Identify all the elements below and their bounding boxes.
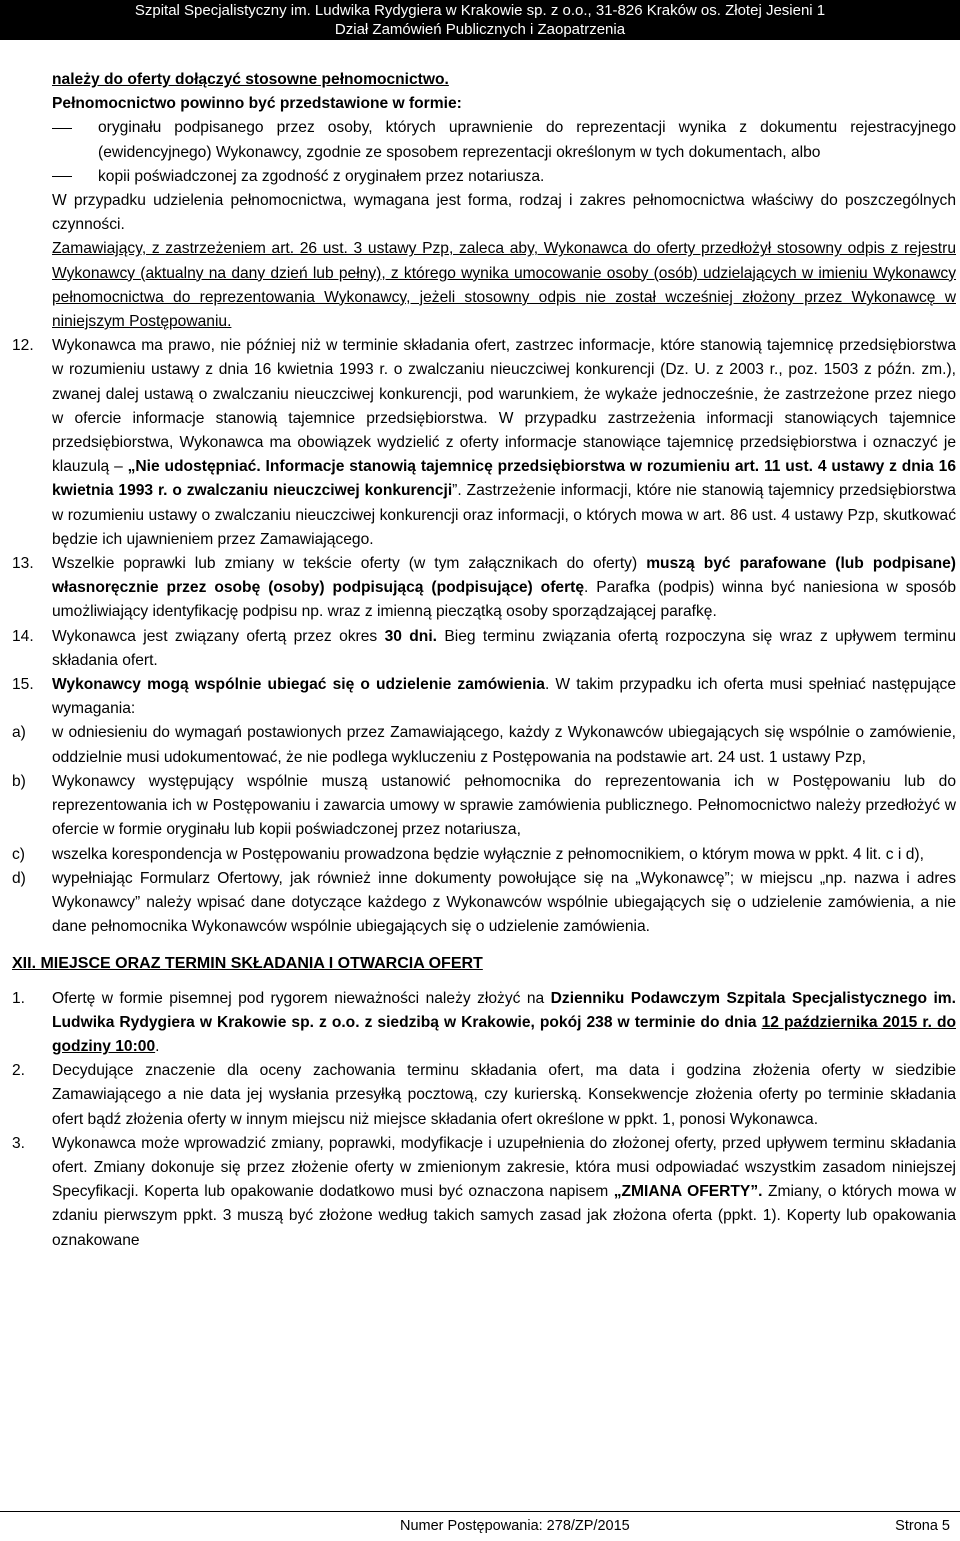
paragraph-power-scope: W przypadku udzielenia pełnomocnictwa, wymagana jest forma, rodzaj i zakres pełnomocnictwa właściwy do poszczególnych czynności. (52, 192, 956, 234)
sub-item-text: w odniesieniu do wymagań postawionych przez Zamawiającego, każdy z Wykonawców ubiegających się wspólnie o zamówienie, oddzielnie musi udokumentować, że nie podlega wykluczeniu z Postępowania na podstawie art. 24 ust. 1 ustawy Pzp, (52, 724, 956, 766)
dash-marker (52, 165, 98, 189)
document-body (12, 68, 956, 1253)
paragraph-attach-power: należy do oferty dołączyć stosowne pełnomocnictwo. (52, 71, 449, 88)
section-item-1 (12, 987, 956, 1060)
item-text: Wykonawca jest związany ofertą przez okres 30 dni. Bieg terminu związania ofertą rozpoczyna się wraz z upływem terminu składania ofert. (52, 627, 956, 669)
section-item-2 (12, 1059, 956, 1132)
sub-item-c (12, 843, 956, 867)
sub-item-d (12, 867, 956, 940)
item-number: 12. (12, 337, 34, 355)
sub-item-letter: a) (12, 724, 26, 742)
dash-marker (52, 116, 98, 164)
page-header (0, 0, 960, 40)
header-line-2: Dział Zamówień Publicznych i Zaopatrzenia (334, 21, 626, 38)
sub-item-letter: c) (12, 845, 25, 863)
page-footer (0, 1511, 960, 1541)
item-text: Wykonawca ma prawo, nie później niż w terminie składania ofert, zastrzec informacje, które stanowią tajemnicę przedsiębiorstwa w rozumieniu ustawy z dnia 16 kwietnia 1993 r. o zwalczaniu nieuczciwej konkurencji (Dz. U. z 2003 r., poz. 1503 z późn. zm.), zwanej dalej ustawą o zwalczaniu nieuczciwej konkurencji, pod warunkiem, że wykaże jednocześnie, że zastrzeżone przez niego w ofercie informacje stanowią tajemnice przedsiębiorstwa. W przypadku zastrzeżenia informacji stanowiących tajemnice przedsiębiorstwa, Wykonawca ma obowiązek wydzielić z oferty informacje stanowiące tajemnicę przedsiębiorstwa i oznaczyć je klauzulą – „Nie udostępniać. Informacje stanowią tajemnicę przedsiębiorstwa w rozumieniu art. 11 ust. 4 ustawy z dnia 16 kwietnia 1993 r. o zwalczaniu nieuczciwej konkurencji”. Zastrzeżenie informacji, które nie stanowią tajemnicy przedsiębiorstwa w rozumieniu ustawy o zwalczaniu nieuczciwej konkurencji oraz informacji, o których mowa w art. 86 ust. 4 ustawy Pzp, skutkować będzie ich ujawnieniem przez Zamawiającego. (52, 337, 956, 548)
item-text: Ofertę w formie pisemnej pod rygorem nieważności należy złożyć na Dzienniku Podawczym Szpitala Specjalistycznego im. Ludwika Rydygiera w Krakowie sp. z o.o. z siedzibą w Krakowie, pokój 238 w terminie do dnia 12 października 2015 r. do godziny 10:00. (52, 989, 957, 1055)
sub-item-b (12, 770, 956, 843)
item-text: Wykonawcy mogą wspólnie ubiegać się o udzielenie zamówienia. W takim przypadku ich oferta musi spełniać następujące wymagania: (52, 676, 956, 718)
numbered-item-13 (12, 552, 956, 625)
section-item-3 (12, 1132, 956, 1253)
sub-item-text: Wykonawcy występujący wspólnie muszą ustanowić pełnomocnika do reprezentowania ich w Postępowaniu lub do reprezentowania ich w Postępowaniu i zawarcia umowy w sprawie zamówienia publicznego. Pełnomocnictwo należy przedłożyć w ofercie w formie oryginału lub kopii poświadczonej przez notariusza, (52, 772, 956, 839)
section-title: XII. MIEJSCE ORAZ TERMIN SKŁADANIA I OTWARCIA OFERT (12, 955, 483, 973)
item-text: Decydujące znaczenie dla oceny zachowania terminu składania ofert, ma data i godzina złożenia oferty w siedzibie Zamawiającego a nie data jej wysłania przesyłką pocztową, czy kurierską. Konsekwencje złożenia oferty po terminie składania ofert bądź złożenia oferty w innym miejscu niż miejsce składania ofert określone w ppkt. 1, ponosi Wykonawca. (52, 1062, 956, 1128)
paragraph-register-extract: Zamawiający, z zastrzeżeniem art. 26 ust. 3 ustawy Pzp, zaleca aby, Wykonawca do oferty przedłożył stosowny odpis z rejestru Wykonawcy (aktualny na dany dzień lub pełny), z którego wynika umocowanie osoby (osób) udzielających w imieniu Wykonawcy pełnomocnictwa do reprezentowania Wykonawcy, jeżeli stosowny odpis nie został wcześniej złożony przez Wykonawcę w niniejszym Postępowaniu. (52, 240, 956, 331)
sub-item-a (12, 721, 956, 769)
item-number: 1. (12, 989, 26, 1007)
sub-item-text: wszelka korespondencja w Postępowaniu prowadzona będzie wyłącznie z pełnomocnikiem, o którym mowa w ppkt. 4 lit. c i d), (52, 845, 924, 863)
item-number: 3. (12, 1134, 26, 1152)
item-number: 2. (12, 1062, 26, 1080)
sub-item-letter: d) (12, 869, 26, 887)
list-item-text: kopii poświadczonej za zgodność z oryginałem przez notariusza. (98, 167, 545, 185)
list-item (52, 116, 956, 164)
paragraph-power-form: Pełnomocnictwo powinno być przedstawione w formie: (52, 95, 462, 113)
item-number: 14. (12, 627, 34, 645)
list-item (52, 165, 956, 189)
item-text: Wszelkie poprawki lub zmiany w tekście oferty (w tym załącznikach do oferty) muszą być parafowane (lub podpisane) własnoręcznie przez osobę (osoby) podpisującą (podpisujące) ofertę. Parafka (podpis) winna być naniesiona w sposób umożliwiający identyfikację podpisu np. wraz z imienną pieczątką osoby sporządzającej parafkę. (52, 555, 956, 621)
list-item-text: oryginału podpisanego przez osoby, których uprawnienie do reprezentacji wynika z dokumentu rejestracyjnego (ewidencyjnego) Wykonawcy, zgodnie ze sposobem reprezentacji określonym w tych dokumentach, albo (98, 119, 956, 161)
numbered-item-12 (12, 334, 956, 552)
procedure-number: Numer Postępowania: 278/ZP/2015 (400, 1518, 630, 1534)
sub-item-letter: b) (12, 772, 26, 790)
item-text: Wykonawca może wprowadzić zmiany, poprawki, modyfikacje i uzupełnienia do złożonej oferty, przed upływem terminu składania ofert. Zmiany dokonuje się przez złożenie oferty w zmienionym zakresie, która musi odpowiadać wszystkim zasadom niniejszej Specyfikacji. Koperta lub opakowanie dodatkowo musi być oznaczona napisem „ZMIANA OFERTY”. Zmiany, o których mowa w zdaniu pierwszym ppkt. 3 muszą być złożone według takich samych zasad jak złożona oferta (ppkt. 1). Koperty lub opakowania oznakowane (52, 1134, 956, 1249)
numbered-item-15 (12, 673, 956, 721)
item-number: 13. (12, 555, 34, 573)
numbered-item-14 (12, 625, 956, 673)
header-line-1: Szpital Specjalistyczny im. Ludwika Rydygiera w Krakowie sp. z o.o., 31-826 Kraków os. Złotej Jesieni 1 (134, 2, 826, 19)
page-number: Strona 5 (895, 1518, 950, 1534)
item-number: 15. (12, 676, 34, 694)
sub-item-text: wypełniając Formularz Ofertowy, jak również inne dokumenty powołujące się na „Wykonawcę”; w miejscu „np. nazwa i adres Wykonawcy” należy wpisać dane dotyczące każdego z Wykonawców wspólnie ubiegających się o udzielenie zamówienia, a nie dane pełnomocnika Wykonawców wspólnie ubiegających się o udzielenie zamówienia. (52, 869, 956, 936)
